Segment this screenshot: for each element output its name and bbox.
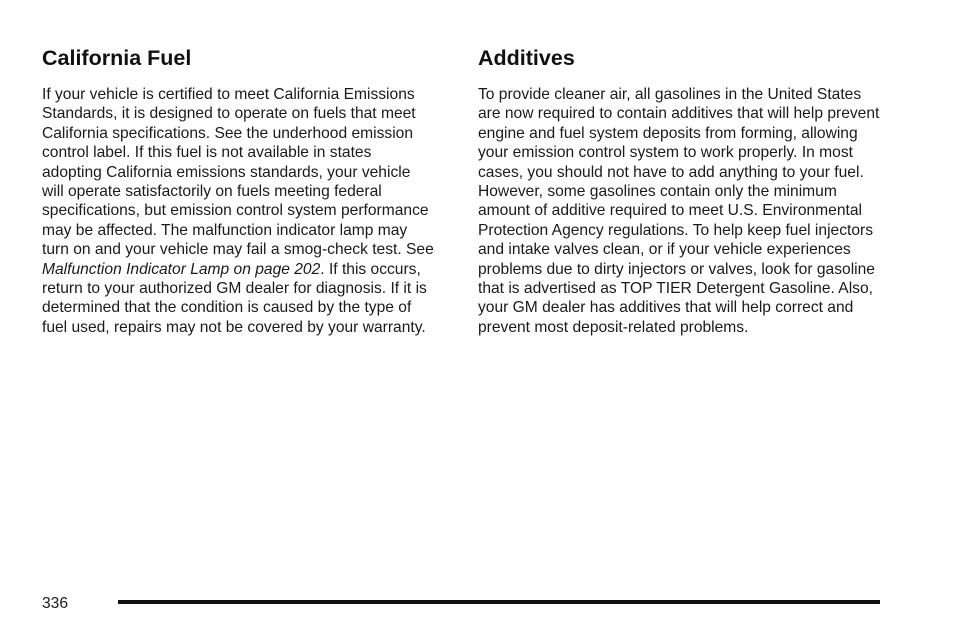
california-fuel-text-end: . If this occurs, return to your authorized GM dealer for diagnosis. If it is determined that the condition is caused by the type of fuel used, repairs may not be covered by your warranty. — [42, 260, 427, 336]
footer-rule — [118, 600, 880, 604]
malfunction-indicator-reference: Malfunction Indicator Lamp on page 202 — [42, 260, 321, 278]
page-number: 336 — [42, 595, 69, 612]
california-fuel-body — [42, 85, 434, 337]
additives-section — [478, 44, 884, 337]
california-fuel-heading: California Fuel — [42, 46, 192, 70]
california-fuel-section — [42, 44, 434, 337]
additives-heading: Additives — [478, 46, 575, 70]
additives-body: To provide cleaner air, all gasolines in the United States are now required to contain additives that will help prevent engine and fuel system deposits from forming, allowing your emission control system to work properly. In most cases, you should not have to add anything to your fuel. However, some gasolines contain only the minimum amount of additive required to meet U.S. Environmental Protection Agency regulations. To help keep fuel injectors and intake valves clean, or if your vehicle experiences problems due to dirty injectors or valves, look for gasoline that is advertised as TOP TIER Detergent Gasoline. Also, your GM dealer has additives that will help correct and prevent most deposit-related problems. — [478, 86, 880, 336]
california-fuel-text-start: If your vehicle is certified to meet California Emissions Standards, it is designed to operate on fuels that meet California specifications. See the underhood emission control label. If this fuel is not available in states adopting California emissions standards, your vehicle will operate satisfactorily on fuels meeting federal specifications, but emission control system performance may be affected. The malfunction indicator lamp may turn on and your vehicle may fail a smog-check test. See — [42, 86, 434, 259]
